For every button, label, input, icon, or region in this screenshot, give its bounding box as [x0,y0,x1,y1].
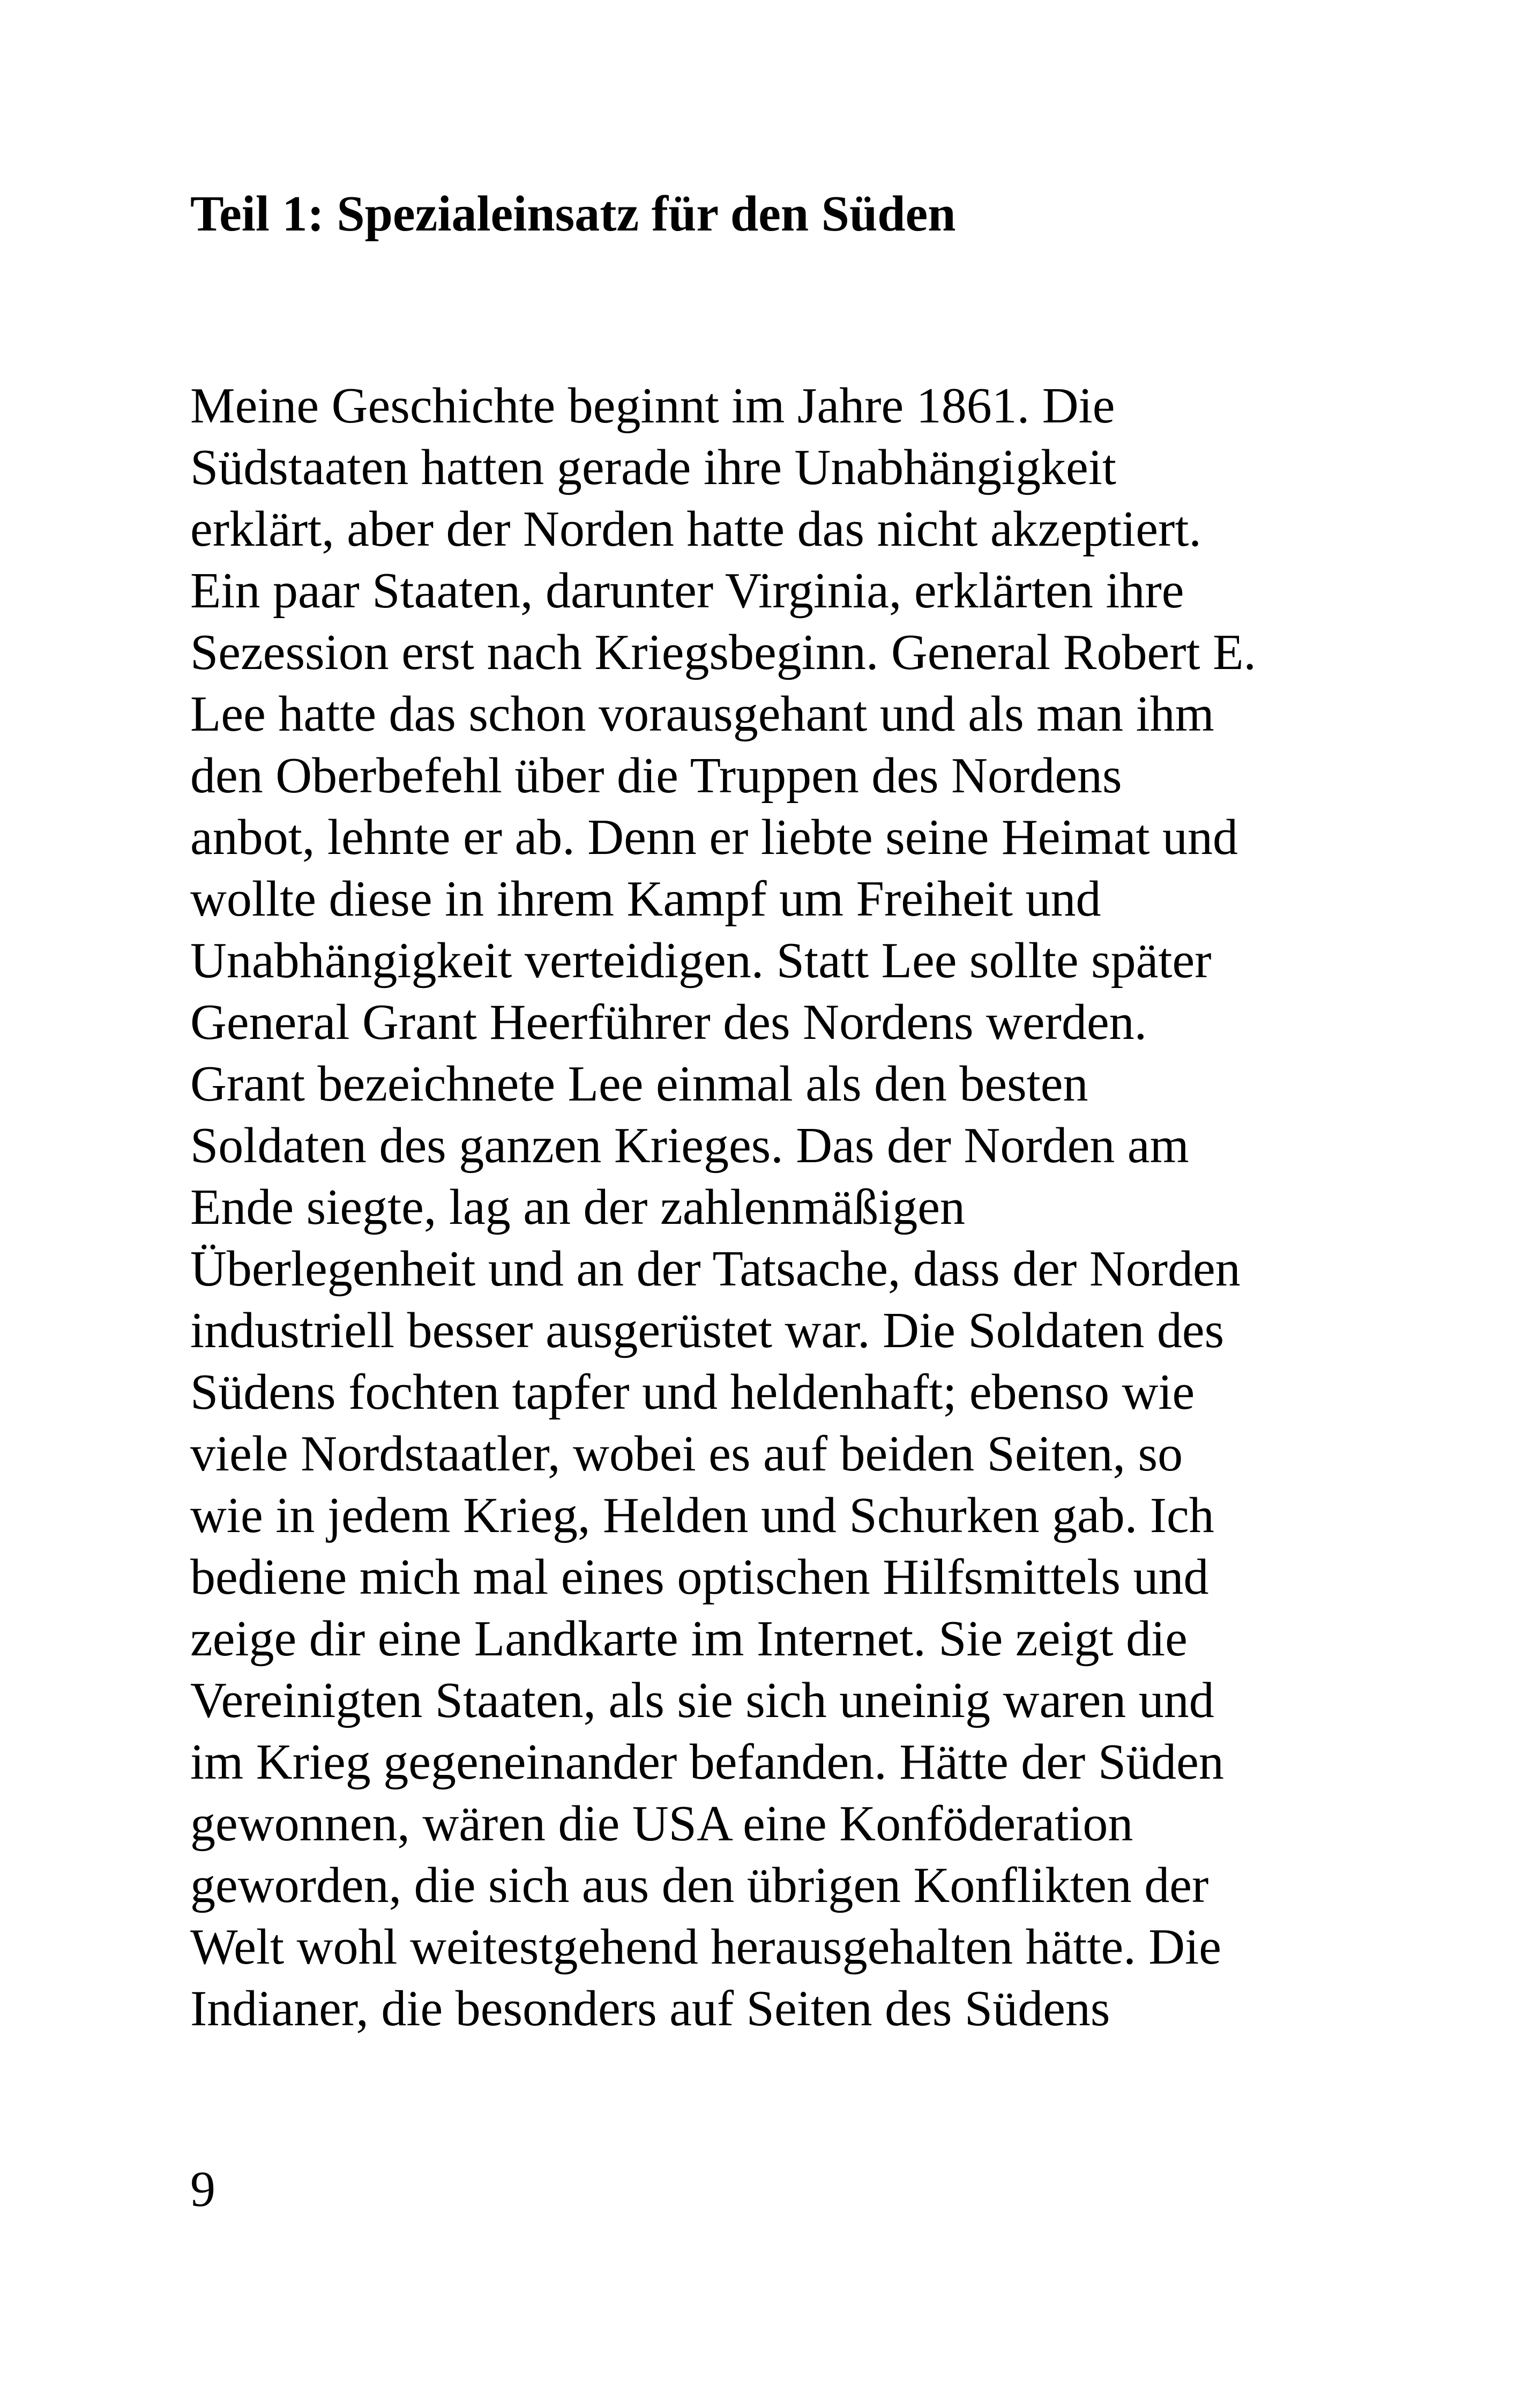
text-line: viele Nordstaatler, wobei es auf beiden Seiten, so [190,1426,1183,1482]
text-line: Lee hatte das schon vorausgehant und als man ihm [190,686,1214,742]
text-line: Südens fochten tapfer und heldenhaft; ebenso wie [190,1364,1195,1420]
text-line: den Oberbefehl über die Truppen des Nordens [190,748,1122,804]
text-line: gewonnen, wären die USA eine Konföderation [190,1796,1133,1852]
text-line: Soldaten des ganzen Krieges. Das der Norden am [190,1118,1189,1173]
text-line: Sezession erst nach Kriegsbeginn. General Robert E. [190,625,1257,680]
text-line: zeige dir eine Landkarte im Internet. Sie zeigt die [190,1611,1188,1667]
text-line: General Grant Heerführer des Nordens werden. [190,994,1147,1050]
text-line: Ein paar Staaten, darunter Virginia, erklärten ihre [190,563,1184,619]
text-line: Südstaaten hatten gerade ihre Unabhängigkeit [190,440,1116,495]
text-line: wollte diese in ihrem Kampf um Freiheit und [190,871,1101,927]
text-line: im Krieg gegeneinander befanden. Hätte der Süden [190,1734,1224,1790]
body-paragraph [190,375,1369,2040]
text-line: bediene mich mal eines optischen Hilfsmittels und [190,1549,1209,1605]
text-line: erklärt, aber der Norden hatte das nicht akzeptiert. [190,501,1201,557]
text-line: Grant bezeichnete Lee einmal als den besten [190,1056,1088,1112]
text-line: Ende siegte, lag an der zahlenmäßigen [190,1179,965,1235]
text-line: Welt wohl weitestgehend herausgehalten hätte. Die [190,1919,1221,1975]
text-line: geworden, die sich aus den übrigen Konflikten der [190,1857,1209,1913]
text-line: Unabhängigkeit verteidigen. Statt Lee sollte später [190,933,1212,989]
page-number: 9 [190,2161,215,2217]
chapter-heading: Teil 1: Spezialeinsatz für den Süden [190,186,956,242]
text-line: Vereinigten Staaten, als sie sich uneinig waren und [190,1673,1214,1728]
text-line: Meine Geschichte beginnt im Jahre 1861. Die [190,378,1115,434]
text-line: anbot, lehnte er ab. Denn er liebte seine Heimat und [190,809,1238,865]
text-line: wie in jedem Krieg, Helden und Schurken gab. Ich [190,1488,1214,1543]
text-line: Überlegenheit und an der Tatsache, dass der Norden [190,1241,1241,1297]
text-line: Indianer, die besonders auf Seiten des Südens [190,1981,1110,2037]
text-line: industriell besser ausgerüstet war. Die Soldaten des [190,1303,1225,1358]
